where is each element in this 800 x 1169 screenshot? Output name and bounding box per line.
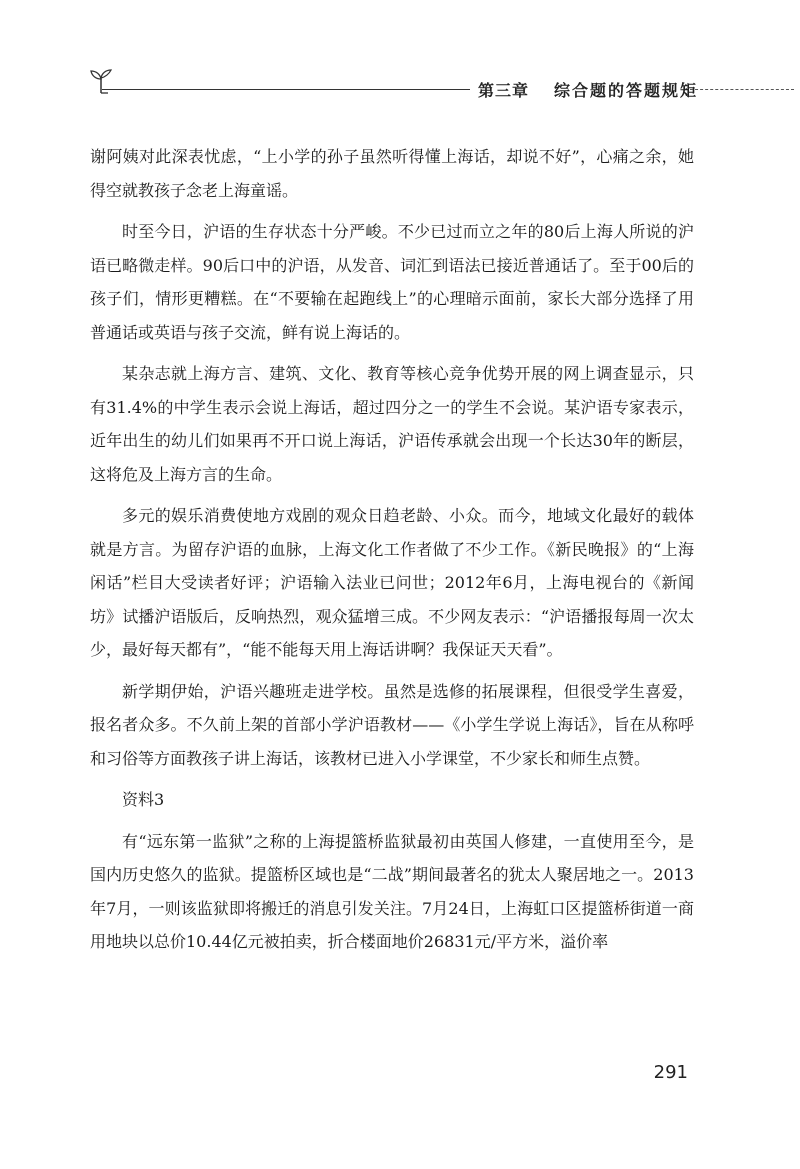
paragraph: 有“远东第一监狱”之称的上海提篮桥监狱最初由英国人修建，一直使用至今，是国内历史悠久的监狱。提篮桥区域也是“二战”期间最著名的犹太人聚居地之一。2013年7月，一则该监狱即将搬迁的消息引发关注。7月24日，上海虹口区提篮桥街道一商用地块以总价10.44亿元被拍卖，折合楼面地价26831元/平方米，溢价率 — [90, 831, 694, 951]
header-rule-right — [690, 89, 794, 90]
paragraph: 谢阿姨对此深表忧虑，“上小学的孙子虽然听得懂上海话，却说不好”，心痛之余，她得空就教孩子念老上海童谣。 — [90, 147, 694, 200]
paragraph: 某杂志就上海方言、建筑、文化、教育等核心竞争优势开展的网上调查显示，只有31.4%的中学生表示会说上海话，超过四分之一的学生不会说。某沪语专家表示，近年出生的幼儿们如果再不开口说上海话，沪语传承就会出现一个长达30年的断层，这将危及上海方言的生命。 — [90, 364, 694, 484]
chapter-title: 综合题的答题规矩 — [554, 81, 699, 100]
paragraph: 多元的娱乐消费使地方戏剧的观众日趋老龄、小众。而今，地域文化最好的载体就是方言。为留存沪语的血脉，上海文化工作者做了不少工作。《新民晚报》的“上海闲话”栏目大受读者好评；沪语输入法业已问世；2012年6月，上海电视台的《新闻坊》试播沪语版后，反响热烈，观众猛增三成。不少网友表示：“沪语播报每周一次太少，最好每天都有”，“能不能每天用上海话讲啊？我保证天天看”。 — [90, 506, 694, 659]
body-text — [90, 140, 694, 967]
page-header — [78, 62, 794, 102]
paragraph: 新学期伊始，沪语兴趣班走进学校。虽然是选修的拓展课程，但很受学生喜爱，报名者众多。不久前上架的首部小学沪语教材——《小学生学说上海话》，旨在从称呼和习俗等方面教孩子讲上海话，该教材已进入小学课堂，不少家长和师生点赞。 — [90, 681, 694, 768]
section-label: 资料3 — [122, 790, 165, 809]
paragraph: 时至今日，沪语的生存状态十分严峻。不少已过而立之年的80后上海人所说的沪语已略微走样。90后口中的沪语，从发音、词汇到语法已接近普通话了。至于00后的孩子们，情形更糟糕。在“不要输在起跑线上”的心理暗示面前，家长大部分选择了用普通话或英语与孩子交流，鲜有说上海话的。 — [90, 222, 694, 342]
chapter-label: 第三章 — [478, 81, 530, 100]
page-number: 291 — [653, 1062, 688, 1083]
header-rule-left — [102, 89, 470, 90]
sprout-icon — [86, 66, 116, 96]
